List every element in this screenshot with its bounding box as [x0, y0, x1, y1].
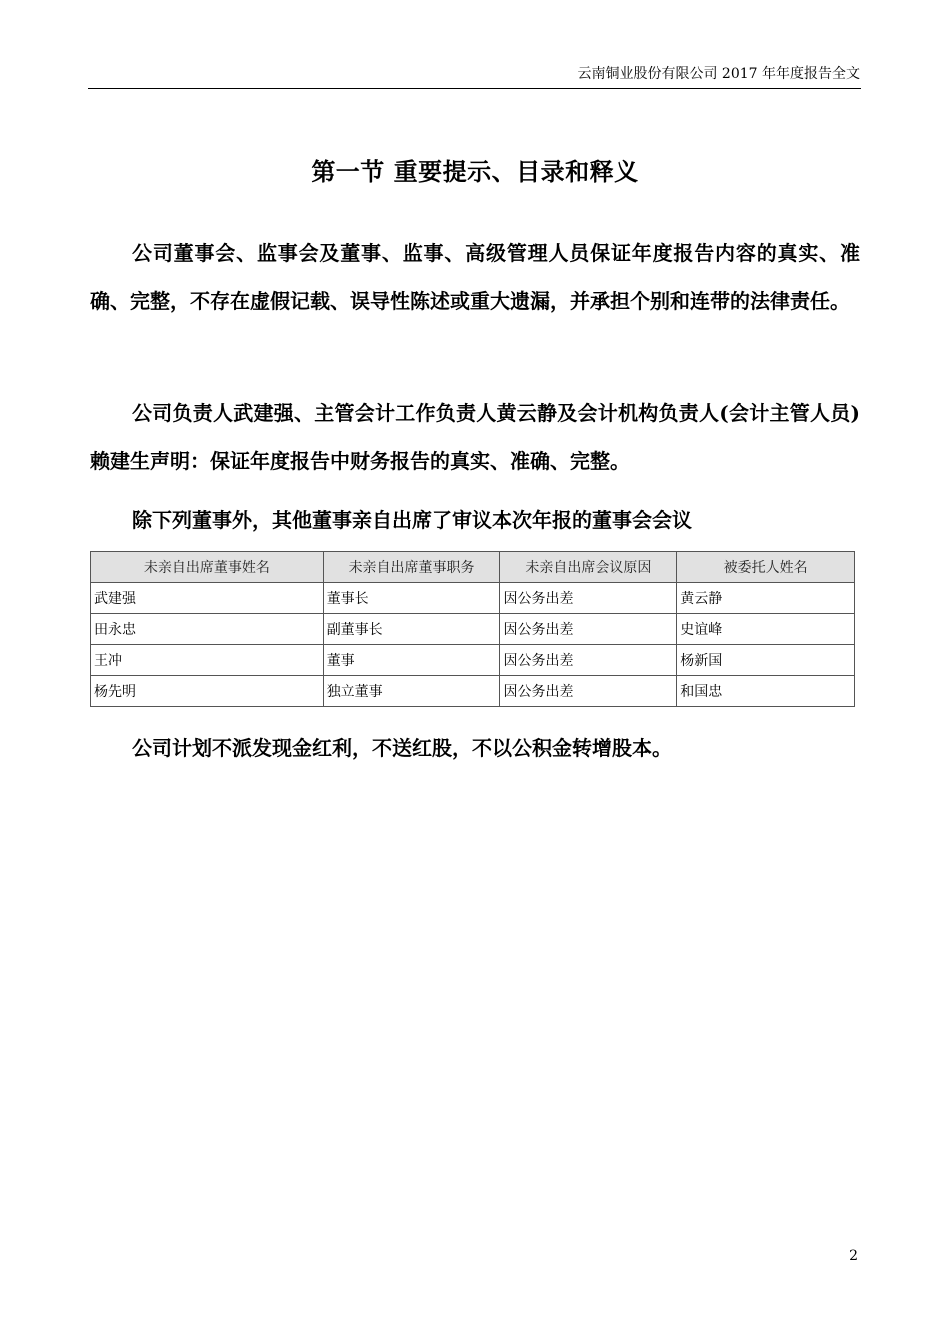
table-cell: 杨新国 — [677, 645, 855, 676]
table-header-row — [91, 552, 855, 583]
section-title: 第一节 重要提示、目录和释义 — [311, 157, 639, 186]
table-cell: 武建强 — [91, 583, 324, 614]
table-row — [91, 676, 855, 707]
table-cell: 因公务出差 — [500, 645, 677, 676]
paragraph-financial-statement-declaration: 公司负责人武建强、主管会计工作负责人黄云静及会计机构负责人(会计主管人员)赖建生声明：保证年度报告中财务报告的真实、准确、完整。 — [90, 401, 860, 473]
page-number: 2 — [849, 1248, 858, 1264]
table-cell: 因公务出差 — [500, 614, 677, 645]
table-row — [91, 583, 855, 614]
table-cell: 独立董事 — [323, 676, 500, 707]
table-header-cell: 未亲自出席会议原因 — [500, 552, 677, 583]
table-cell: 和国忠 — [677, 676, 855, 707]
table-cell: 因公务出差 — [500, 676, 677, 707]
table-header-cell: 未亲自出席董事姓名 — [91, 552, 324, 583]
table-cell: 黄云静 — [677, 583, 855, 614]
paragraph-dividend-plan: 公司计划不派发现金红利，不送红股，不以公积金转增股本。 — [132, 736, 672, 760]
table-cell: 田永忠 — [91, 614, 324, 645]
paragraph-absent-directors-intro: 除下列董事外，其他董事亲自出席了审议本次年报的董事会会议 — [132, 508, 692, 532]
table-cell: 因公务出差 — [500, 583, 677, 614]
table-cell: 王冲 — [91, 645, 324, 676]
table-header-cell: 未亲自出席董事职务 — [323, 552, 500, 583]
table-cell: 董事长 — [323, 583, 500, 614]
table-row — [91, 645, 855, 676]
table-cell: 史谊峰 — [677, 614, 855, 645]
table-row — [91, 614, 855, 645]
paragraph-responsibility: 公司董事会、监事会及董事、监事、高级管理人员保证年度报告内容的真实、准确、完整，不存在虚假记载、误导性陈述或重大遗漏，并承担个别和连带的法律责任。 — [90, 241, 860, 313]
absent-directors-table — [90, 551, 855, 707]
header-rule — [88, 88, 861, 89]
table-header-cell: 被委托人姓名 — [677, 552, 855, 583]
running-header: 云南铜业股份有限公司 2017 年年度报告全文 — [577, 66, 860, 82]
table-cell: 副董事长 — [323, 614, 500, 645]
table-cell: 杨先明 — [91, 676, 324, 707]
table-cell: 董事 — [323, 645, 500, 676]
